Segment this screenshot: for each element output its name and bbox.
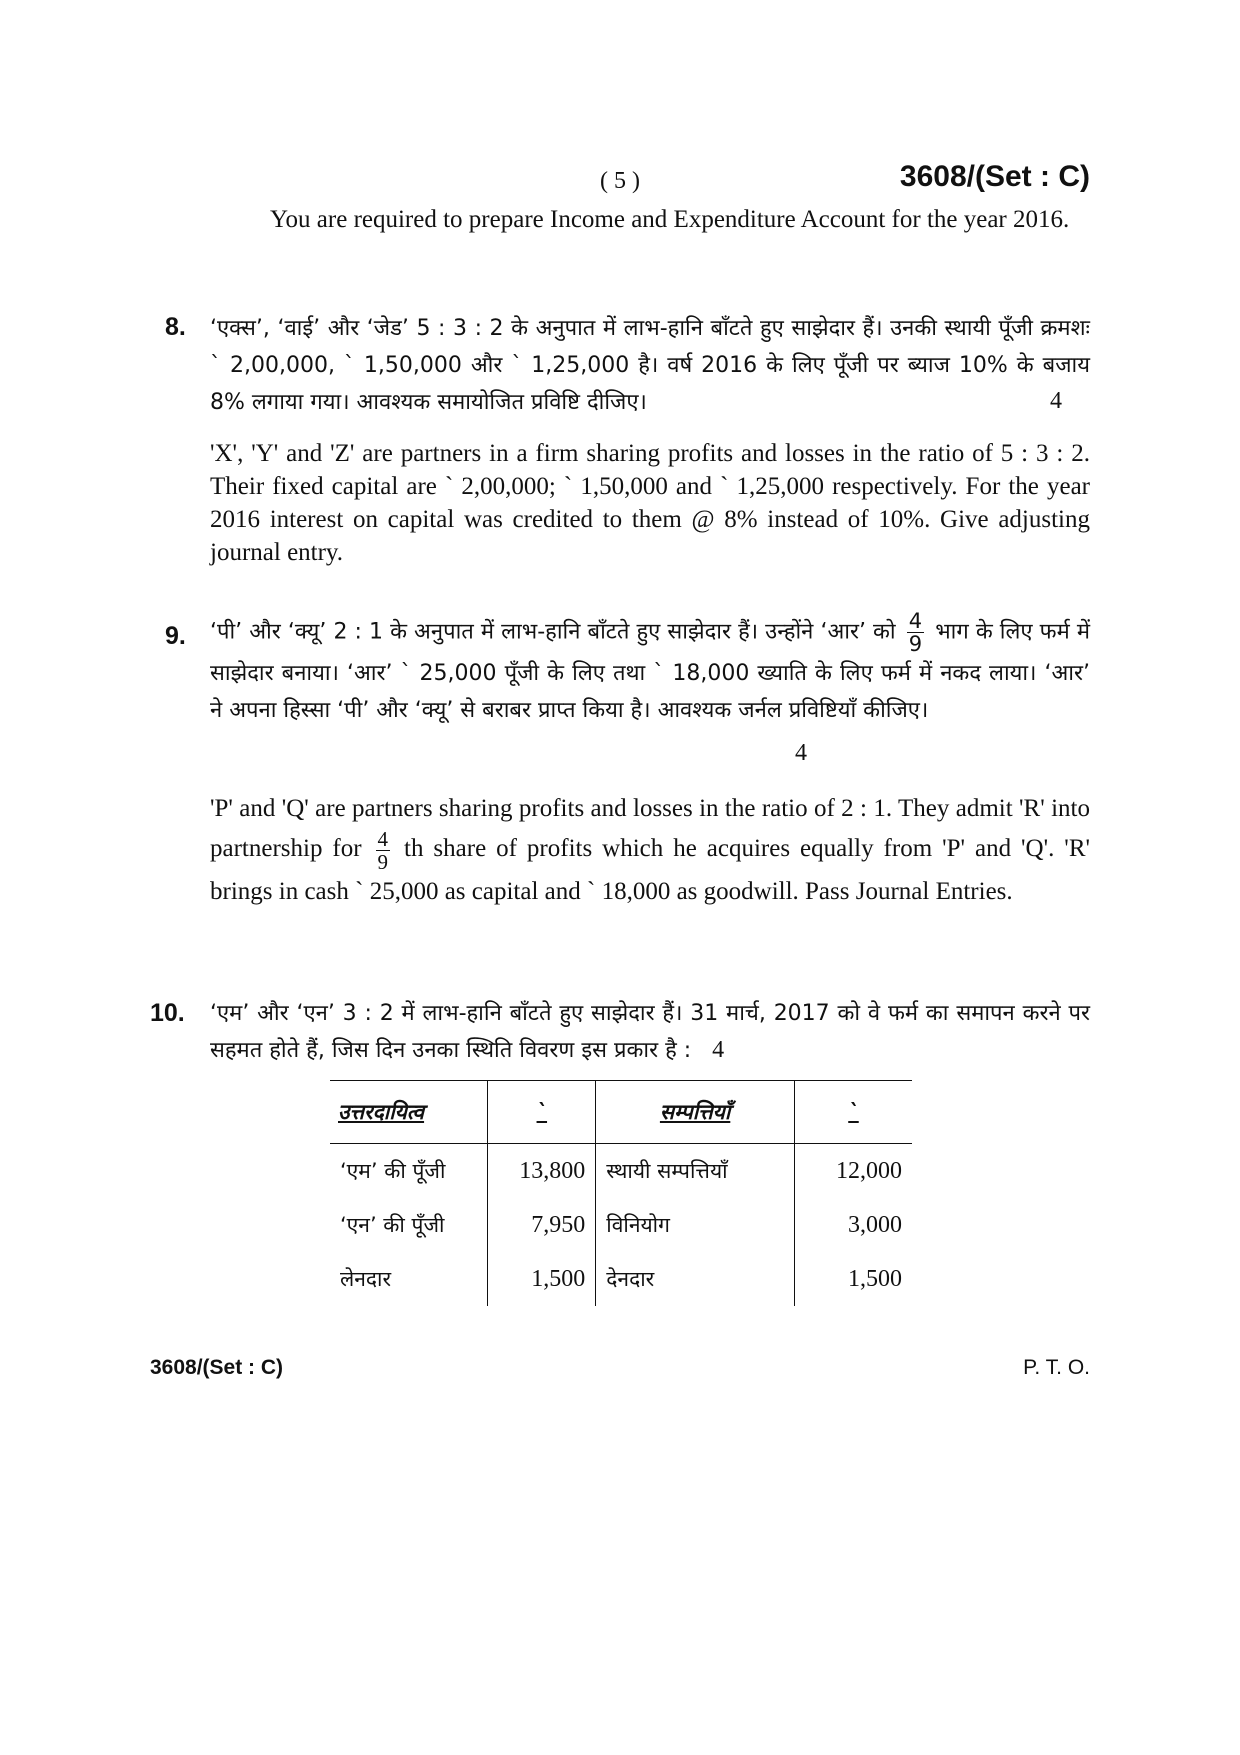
- q10-marks: 4: [712, 1037, 725, 1063]
- asset-name: स्थायी सम्पत्तियाँ: [596, 1144, 795, 1199]
- header-rupee-1: `: [488, 1081, 596, 1144]
- q9-hindi-text-a: ‘पी’ और ‘क्यू’ 2 : 1 के अनुपात में लाभ-हानि बाँटते हुए साझेदार हैं। उन्होंने ‘आर’ को: [210, 619, 896, 645]
- q9-number: 9.: [165, 622, 186, 650]
- q9-english: [210, 790, 1090, 911]
- liability-name: ‘एन’ की पूँजी: [330, 1198, 488, 1252]
- fraction-denominator: 9: [377, 850, 389, 874]
- liability-amount: 1,500: [488, 1252, 596, 1306]
- page-number: ( 5 ): [600, 168, 640, 194]
- asset-name: विनियोग: [596, 1198, 795, 1252]
- q8-marks: 4: [1050, 388, 1062, 414]
- q10-hindi: [210, 995, 1090, 1069]
- header-set-code: 3608/(Set : C): [899, 160, 1090, 193]
- q8-number: 8.: [165, 313, 186, 341]
- asset-amount: 1,500: [848, 1265, 902, 1292]
- header-assets: सम्पत्तियाँ: [596, 1081, 795, 1144]
- table-header-row: [330, 1081, 912, 1144]
- intro-text: You are required to prepare Income and Expenditure Account for the year 2016.: [270, 206, 1070, 233]
- pto-label: P. T. O.: [1023, 1356, 1090, 1379]
- asset-amount: 12,000: [836, 1157, 902, 1184]
- liability-name: लेनदार: [330, 1252, 488, 1306]
- q9-english-text-b: th share of profits which he acquires equally from 'P' and 'Q'. 'R' brings in cash ` 25,000 as capital and ` 18,000 as goodwill. Pass Journal Entries.: [210, 835, 1090, 905]
- fraction-numerator: 4: [908, 609, 923, 633]
- asset-name: देनदार: [596, 1252, 795, 1306]
- q9-hindi-fraction: [907, 610, 924, 655]
- table-row: [330, 1198, 912, 1252]
- q9-marks: 4: [795, 740, 807, 766]
- balance-sheet-table: [330, 1080, 912, 1306]
- liability-amount: 13,800: [488, 1144, 596, 1199]
- footer-set-code: 3608/(Set : C): [150, 1356, 284, 1379]
- q8-hindi-text: ‘एक्स’, ‘वाई’ और ‘जेड’ 5 : 3 : 2 के अनुपात में लाभ-हानि बाँटते हुए साझेदार हैं। उनकी स्थायी पूँजी क्रमशः ` 2,00,000, ` 1,50,000 और ` 1,25,000 है। वर्ष 2016 के लिए पूँजी पर ब्याज 10% के बजाय 8% लगाया गया। आवश्यक समायोजित प्रविष्टि दीजिए।: [210, 316, 1090, 415]
- header-rupee-2: `: [794, 1081, 912, 1144]
- q8-english: 'X', 'Y' and 'Z' are partners in a firm sharing profits and losses in the ratio of 5 : 3 : 2. Their fixed capital are ` 2,00,000; ` 1,50,000 and ` 1,25,000 respectively. For the year 2016 interest on capital was credited to them @ 8% instead of 10%. Give adjusting journal entry.: [210, 440, 1090, 566]
- table-row: [330, 1144, 912, 1199]
- q9-hindi: [210, 610, 1090, 729]
- q10-hindi-text: ‘एम’ और ‘एन’ 3 : 2 में लाभ-हानि बाँटते हुए साझेदार हैं। 31 मार्च, 2017 को वे फर्म का समापन करने पर सहमत होते हैं, जिस दिन उनका स्थिति विवरण इस प्रकार है :: [210, 1001, 1090, 1063]
- fraction-numerator: 4: [377, 827, 389, 851]
- q9-hindi-text-b: भाग के लिए फर्म में साझेदार बनाया। ‘आर’ ` 25,000 पूँजी के लिए तथा ` 18,000 ख्याति के लिए फर्म में नकद लाया। ‘आर’ ने अपना हिस्सा ‘पी’ और ‘क्यू’ से बराबर प्राप्त किया है। आवश्यक जर्नल प्रविष्टियाँ कीजिए।: [210, 619, 1091, 723]
- q9-english-text-a: 'P' and 'Q' are partners sharing profits and losses in the ratio of 2 : 1. They admit 'R' into partnership for: [210, 795, 1090, 863]
- table-row: [330, 1252, 912, 1306]
- asset-amount: 3,000: [848, 1211, 902, 1238]
- q10-number: 10.: [150, 999, 185, 1027]
- q9-english-fraction: [376, 828, 391, 873]
- liability-name: ‘एम’ की पूँजी: [330, 1144, 488, 1199]
- liability-amount: 7,950: [488, 1198, 596, 1252]
- fraction-denominator: 9: [908, 632, 923, 656]
- header-liabilities: उत्तरदायित्व: [330, 1081, 488, 1144]
- q8-hindi: [210, 310, 1090, 421]
